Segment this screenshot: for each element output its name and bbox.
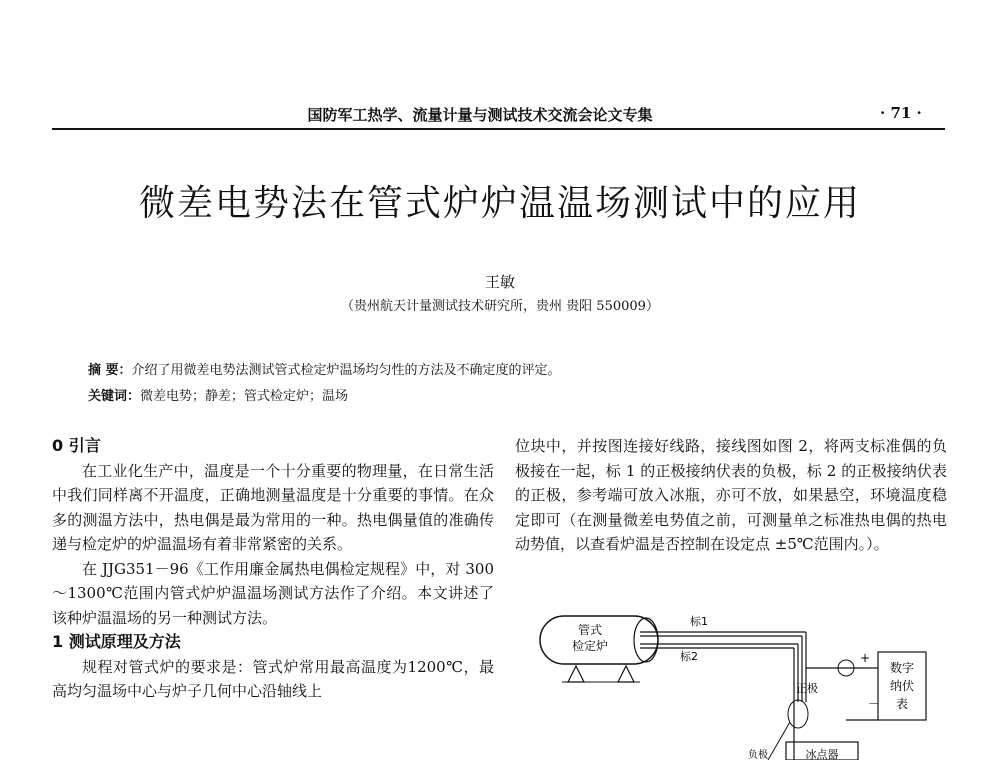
positive-label: 正极 (796, 682, 818, 695)
std2-label: 标2 (680, 650, 698, 663)
left-column (52, 434, 494, 704)
negative-junction (788, 700, 808, 728)
meter-label-3: 表 (895, 697, 909, 711)
abstract-label: 摘 要： (88, 363, 132, 378)
intro-paragraph-1: 在工业化生产中，温度是一个十分重要的物理量，在日常生活中我们同样离不开温度，正确地测量温度是十分重要的事情。在众多的测温方法中，热电偶是最为常用的一种。热电偶量值的准确传递与检定炉的炉温温场有着非常紧密的关系。 (52, 461, 494, 553)
negative-pointer (768, 722, 790, 760)
wiring-diagram (528, 610, 948, 760)
author-name: 王敏 (484, 273, 515, 291)
furnace-leg-right (618, 666, 634, 682)
right-paragraph-1: 位块中，并按图连接好线路，接线图如图 2，将两支标准偶的负极接在一起，标 1 的正极接纳伏表的负极，标 2 的正极接纳伏表的正极，参考端可放入冰瓶，亦可不放，如果悬空，环境温度稳定即可（在测量微差电势值之前，可测量单之标准热电偶的热电动势值，以查看炉温是否控制在设定点 ±5℃范围内。）。 (515, 437, 947, 553)
keywords-label: 关键词： (88, 389, 141, 404)
keywords (88, 385, 348, 404)
intro-paragraph-2: 在 JJG351－96《工作用廉金属热电偶检定规程》中，对 300～1300℃范围内管式炉炉温温场测试方法作了介绍。本文讲述了该种炉温温场的另一种测试方法。 (52, 559, 494, 627)
page-number: · 71 · (880, 104, 922, 122)
std1-label: 标1 (690, 615, 708, 628)
running-header-title: 国防军工热学、流量计量与测试技术交流会论文专集 (307, 106, 653, 124)
ice-point-label: 冰点器 (805, 748, 839, 760)
meter-label-2: 纳伏 (889, 679, 915, 693)
meter-label-1: 数字 (889, 661, 915, 675)
plus-sign: + (860, 651, 871, 665)
abstract (88, 359, 561, 378)
header-rule (52, 128, 945, 130)
furnace-label-2: 检定炉 (571, 639, 609, 653)
furnace-label-1: 管式 (577, 623, 603, 637)
abstract-text: 介绍了用微差电势法测试管式检定炉温场均匀性的方法及不确定度的评定。 (131, 363, 561, 378)
minus-sign: － (868, 697, 881, 711)
negative-label: 负极 (748, 750, 768, 760)
paper-title: 微差电势法在管式炉炉温温场测试中的应用 (138, 183, 861, 224)
furnace-end (634, 618, 658, 662)
author-affiliation: （贵州航天计量测试技术研究所，贵州 贵阳 550009） (341, 299, 659, 314)
keywords-text: 微差电势；静差；管式检定炉；温场 (140, 389, 349, 404)
furnace-leg-left (568, 666, 584, 682)
right-column (515, 434, 947, 557)
section-heading-intro: 0 引言 (52, 436, 101, 455)
method-paragraph-1: 规程对管式炉的要求是：管式炉常用最高温度为1200℃，最高均匀温场中心与炉子几何中心沿轴线上 (52, 657, 494, 700)
section-heading-method: 1 测试原理及方法 (52, 632, 181, 651)
